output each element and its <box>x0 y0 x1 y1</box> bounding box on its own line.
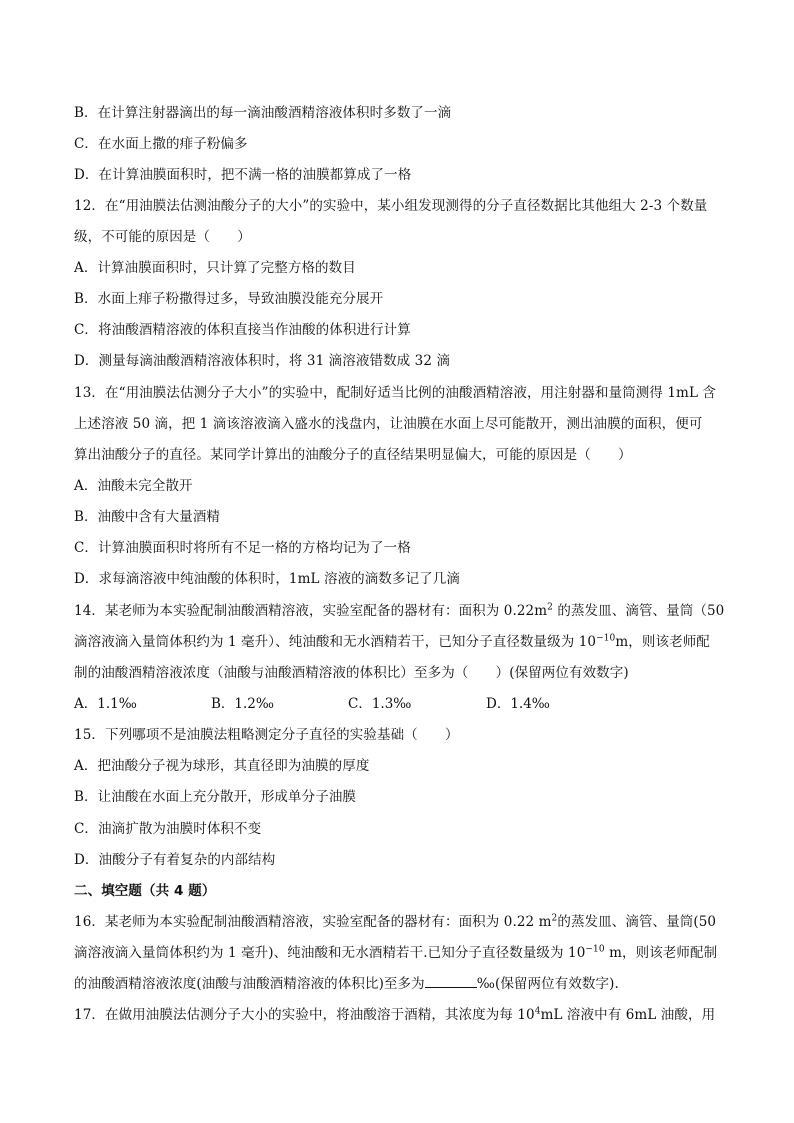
q14-stem-line-2 <box>74 633 724 651</box>
q12-option-d: D．测量每滴油酸酒精溶液体积时，将 31 滴溶液错数成 32 滴 <box>74 353 451 369</box>
q17-stem-1a: 17．在做用油膜法估测分子大小的实验中，将油酸溶于酒精，其浓度为每 10 <box>74 1007 535 1023</box>
q13-option-d: D．求每滴溶液中纯油酸的体积时，1mL 溶液的滴数多记了几滴 <box>74 571 460 587</box>
q12-option-a: A．计算油膜面积时，只计算了完整方格的数目 <box>74 260 356 276</box>
q12-option-b: B．水面上痱子粉撒得过多，导致油膜没能充分展开 <box>74 291 384 307</box>
q14-stem-1a: 14．某老师为本实验配制油酸酒精溶液，实验室配备的器材有：面积为 0.22m <box>74 603 548 619</box>
q14-stem-2b: m，则该老师配 <box>615 634 710 650</box>
q17-stem-1b: mL 溶液中有 6mL 油酸，用 <box>540 1007 716 1023</box>
q13-stem-line-1: 13．在“用油膜法估测分子大小”的实验中，配制好适当比例的油酸酒精溶液，用注射器和量筒测得 1mL 含 <box>74 385 717 401</box>
q15-option-a: A．把油酸分子视为球形，其直径即为油膜的厚度 <box>74 758 370 774</box>
q14-option-b: B．1.2‰ <box>211 696 275 712</box>
q14-option-a: A．1.1‰ <box>74 696 137 712</box>
q16-stem-line-2 <box>74 944 724 962</box>
q12-option-c: C．将油酸酒精溶液的体积直接当作油酸的体积进行计算 <box>74 322 411 338</box>
q13-stem-line-2: 上述溶液 50 滴，把 1 滴该溶液滴入盛水的浅盘内，让油膜在水面上尽可能散开，测出油膜的面积，便可 <box>74 416 703 432</box>
q13-option-c: C．计算油膜面积时将所有不足一格的方格均记为了一格 <box>74 540 411 556</box>
q17-stem-1-superscript: 4 <box>534 1006 541 1017</box>
q13-stem-line-3: 算出油酸分子的直径。某同学计算出的油酸分子的直径结果明显偏大，可能的原因是（ ） <box>74 447 632 463</box>
q13-option-a: A．油酸未完全散开 <box>74 478 193 494</box>
q14-stem-2-superscript: −10 <box>596 633 616 644</box>
q14-stem-2a: 滴溶液滴入量筒体积约为 1 毫升）、纯油酸和无水酒精若干，已知分子直径数量级为 10 <box>74 634 597 650</box>
q14-option-c: C．1.3‰ <box>348 696 412 712</box>
q17-stem-line-1 <box>74 1006 724 1024</box>
q14-stem-1-superscript: 2 <box>547 602 553 613</box>
q15-option-c: C．油滴扩散为油膜时体积不变 <box>74 821 262 837</box>
q16-stem-3a: 的油酸酒精溶液浓度(油酸与油酸酒精溶液的体积比)至多为 <box>74 976 425 992</box>
q16-stem-2b: m，则该老师配制 <box>604 945 718 961</box>
q16-stem-line-3 <box>74 975 724 993</box>
q14-stem-line-1 <box>74 602 724 620</box>
q16-stem-line-1 <box>74 913 724 931</box>
q13-option-b: B．油酸中含有大量酒精 <box>74 509 221 525</box>
q14-stem-1b: 的蒸发皿、滴管、量筒（50 <box>552 603 725 619</box>
q12-stem-line-1: 12．在“用油膜法估测油酸分子的大小”的实验中，某小组发现测得的分子直径数据比其他组大 2-3 个数量 <box>74 198 708 214</box>
q11-option-b: B．在计算注射器滴出的每一滴油酸酒精溶液体积时多数了一滴 <box>74 105 452 121</box>
q16-stem-1-superscript: 2 <box>551 913 558 924</box>
q16-stem-2a: 滴溶液滴入量筒体积约为 1 毫升)、纯油酸和无水酒精若干.已知分子直径数量级为 10 <box>74 945 586 961</box>
q15-option-b: B．让油酸在水面上充分散开，形成单分子油膜 <box>74 789 357 805</box>
q16-answer-blank[interactable] <box>425 975 477 988</box>
q15-stem: 15．下列哪项不是油膜法粗略测定分子直径的实验基础（ ） <box>74 727 459 743</box>
q11-option-c: C．在水面上撒的痱子粉偏多 <box>74 136 248 152</box>
q15-option-d: D．油酸分子有着复杂的内部结构 <box>74 852 276 868</box>
q16-stem-3b: ‰(保留两位有效数字). <box>476 976 619 992</box>
q12-stem-line-2: 级，不可能的原因是（ ） <box>74 229 251 245</box>
section-title-fill-in: 二、填空题（共 4 题） <box>74 883 216 899</box>
q16-stem-1a: 16．某老师为本实验配制油酸酒精溶液，实验室配备的器材有：面积为 0.22 m <box>74 914 552 930</box>
q14-option-d: D．1.4‰ <box>486 696 550 712</box>
q11-option-d: D．在计算油膜面积时，把不满一格的油膜都算成了一格 <box>74 167 412 183</box>
q16-stem-1b: 的蒸发皿、滴管、量筒(50 <box>557 914 717 930</box>
q14-stem-line-3: 制的油酸酒精溶液浓度（油酸与油酸酒精溶液的体积比）至多为（ ）(保留两位有效数字) <box>74 665 629 681</box>
q16-stem-2-superscript: −10 <box>585 944 605 955</box>
